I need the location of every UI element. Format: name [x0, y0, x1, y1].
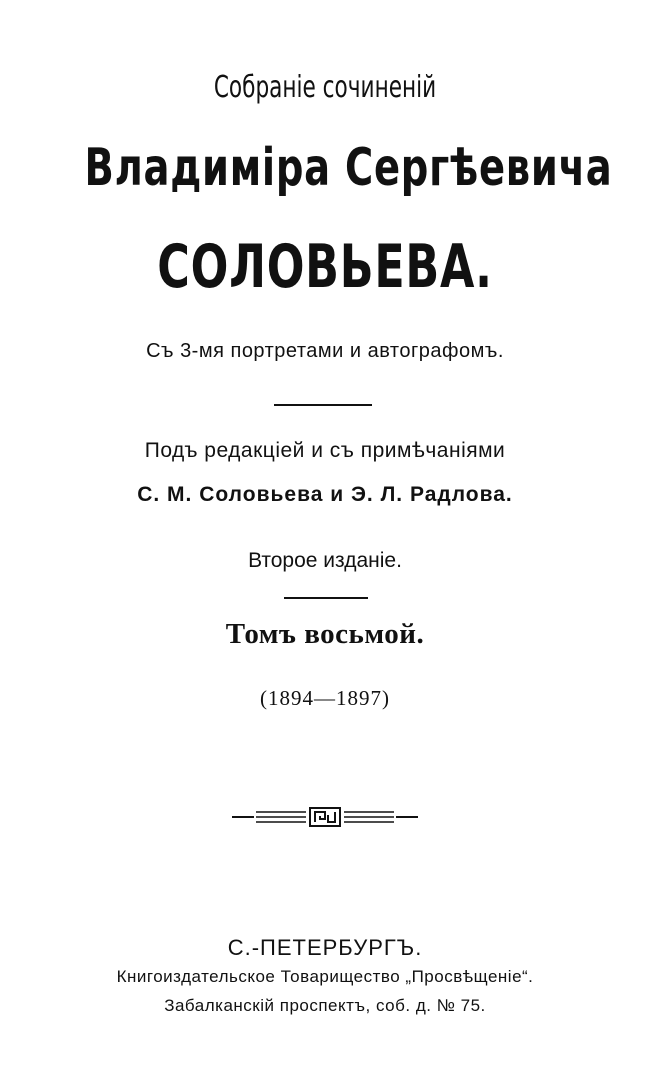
imprint-city: С.-ПЕТЕРБУРГЪ.: [227, 935, 423, 960]
imprint-address: Забалканскій проспектъ, соб. д. № 75.: [164, 996, 486, 1015]
editors-names: С. М. Соловьева и Э. Л. Радлова.: [137, 483, 513, 506]
editors-intro: Подъ редакціей и съ примѣчаніями: [144, 439, 506, 462]
portraits-note: Съ 3-мя портретами и автографомъ.: [146, 340, 504, 362]
imprint-publisher: Книгоиздательское Товарищество „Просвѣщеніе“.: [116, 967, 534, 986]
edition-label: Второе изданіе.: [248, 549, 402, 572]
volume-label: Томъ восьмой.: [225, 618, 425, 650]
years-range: (1894—1897): [260, 686, 390, 710]
meander-ornament-icon: [232, 806, 418, 828]
author-surname: СОЛОВЬЕВА.: [157, 232, 493, 302]
collection-title: Собраніе сочиненій: [213, 70, 437, 105]
divider-rule: [274, 404, 372, 406]
divider-rule: [284, 597, 368, 599]
author-first-names: Владиміра Сергѣевича: [84, 138, 613, 198]
